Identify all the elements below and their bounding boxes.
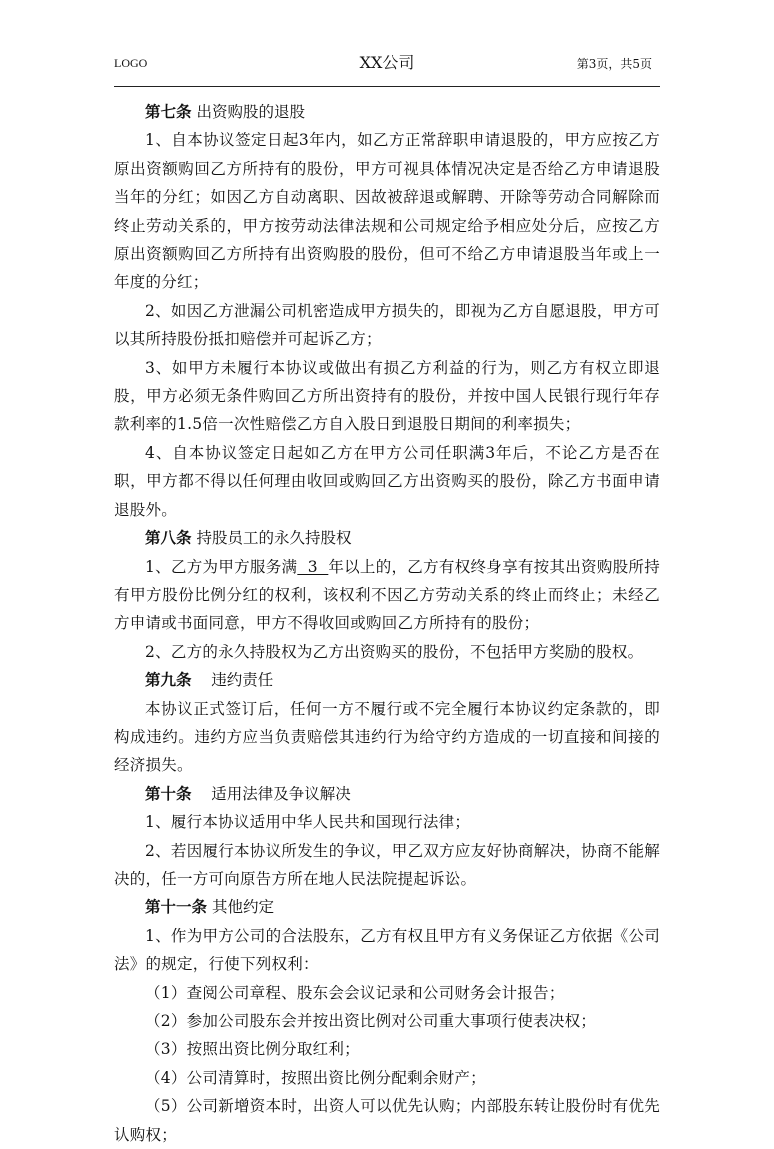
article-number: 第九条: [145, 670, 192, 690]
article-7-heading: [114, 98, 660, 126]
page-indicator: 第3页，共5页: [576, 57, 652, 71]
logo: LOGO: [114, 56, 148, 70]
article-7-clause-3: 3、如甲方未履行本协议或做出有损乙方利益的行为，则乙方有权立即退股，甲方必须无条件购回乙方所出资持有的股份，并按中国人民银行现行年存款利率的1.5倍一次性赔偿乙方自入股日到退股日期间的利率损失；: [114, 358, 660, 434]
article-title: 出资购股的退股: [196, 103, 305, 121]
rights-list-item: （1）查阅公司章程、股东会会议记录和公司财务会计报告；: [145, 983, 565, 1002]
article-10-heading: [114, 780, 660, 808]
rights-list-item: （3）按照出资比例分取红利；: [145, 1040, 360, 1059]
header-divider: [114, 86, 660, 87]
article-title: 违约责任: [211, 671, 274, 690]
article-9-heading: [114, 666, 660, 694]
article-11-heading: [114, 893, 660, 921]
article-8-clause-1: [114, 553, 660, 638]
article-number: 第十一条: [145, 897, 208, 917]
article-11-clause-1: 1、作为甲方公司的合法股东，乙方有权且甲方有义务保证乙方依据《公司法》的规定，行使下列权利：: [114, 926, 660, 974]
article-title: 持股员工的永久持股权: [196, 529, 352, 548]
article-title: 适用法律及争议解决: [211, 784, 351, 803]
article-10-clause-1: 1、履行本协议适用中华人民共和国现行法律；: [145, 813, 471, 832]
rights-list-item: （2）参加公司股东会并按出资比例对公司重大事项行使表决权；: [145, 1012, 597, 1030]
article-10-clause-2: 2、若因履行本协议所发生的争议，甲乙双方应友好协商解决，协商不能解决的，任一方可向原告方所在地人民法院提起诉讼。: [114, 841, 660, 888]
article-7-clause-1: 1、自本协议签定日起3年内，如乙方正常辞职申请退股的，甲方应按乙方原出资额购回乙方所持有的股份，甲方可视具体情况决定是否给乙方申请退股当年的分红；如因乙方自动离职、因故被辞退或解聘、开除等劳动合同解除而终止劳动关系的，甲方按劳动法律法规和公司规定给予相应处分后，应按乙方原出资额购回乙方所持有出资购股的股份，但可不给乙方申请退股当年或上一年度的分红；: [114, 131, 660, 292]
page-header: [114, 48, 660, 78]
rights-list-item: （5）公司新增资本时，出资人可以优先认购；内部股东转让股份时有优先认购权；: [114, 1097, 660, 1144]
company-name: XX公司: [359, 53, 415, 72]
rights-list-item: （4）公司清算时，按照出资比例分配剩余财产；: [145, 1068, 486, 1087]
article-7-clause-4: 4、自本协议签定日起如乙方在甲方公司任职满3年后，不论乙方是否在职，甲方都不得以任何理由收回或购回乙方出资购买的股份，除乙方书面申请退股外。: [114, 443, 660, 519]
service-years-blank: 3: [297, 557, 329, 576]
clause-text-post: 年以上的，乙方有权终身享有按其出资购股所持有甲方股份比例分红的权利，该权利不因乙方劳动关系的终止而终止；未经乙方申请或书面同意，甲方不得收回或购回乙方所持有的股份；: [114, 557, 660, 633]
article-number: 第八条: [145, 528, 192, 548]
article-number: 第七条: [145, 102, 192, 121]
article-9-clause-1: 本协议正式签订后，任何一方不履行或不完全履行本协议约定条款的，即构成违约。违约方应当负责赔偿其违约行为给守约方造成的一切直接和间接的经济损失。: [114, 699, 660, 775]
article-title: 其他约定: [211, 898, 274, 917]
document-body: [114, 98, 660, 1149]
article-7-clause-2: 2、如因乙方泄漏公司机密造成甲方损失的，即视为乙方自愿退股，甲方可以其所持股份抵扣赔偿并可起诉乙方；: [114, 301, 660, 349]
article-number: 第十条: [145, 783, 192, 803]
article-8-heading: [114, 524, 660, 552]
clause-text-pre: 1、乙方为甲方服务满: [145, 557, 298, 576]
article-8-clause-2: 2、乙方的永久持股权为乙方出资购买的股份，不包括甲方奖励的股权。: [145, 642, 644, 661]
